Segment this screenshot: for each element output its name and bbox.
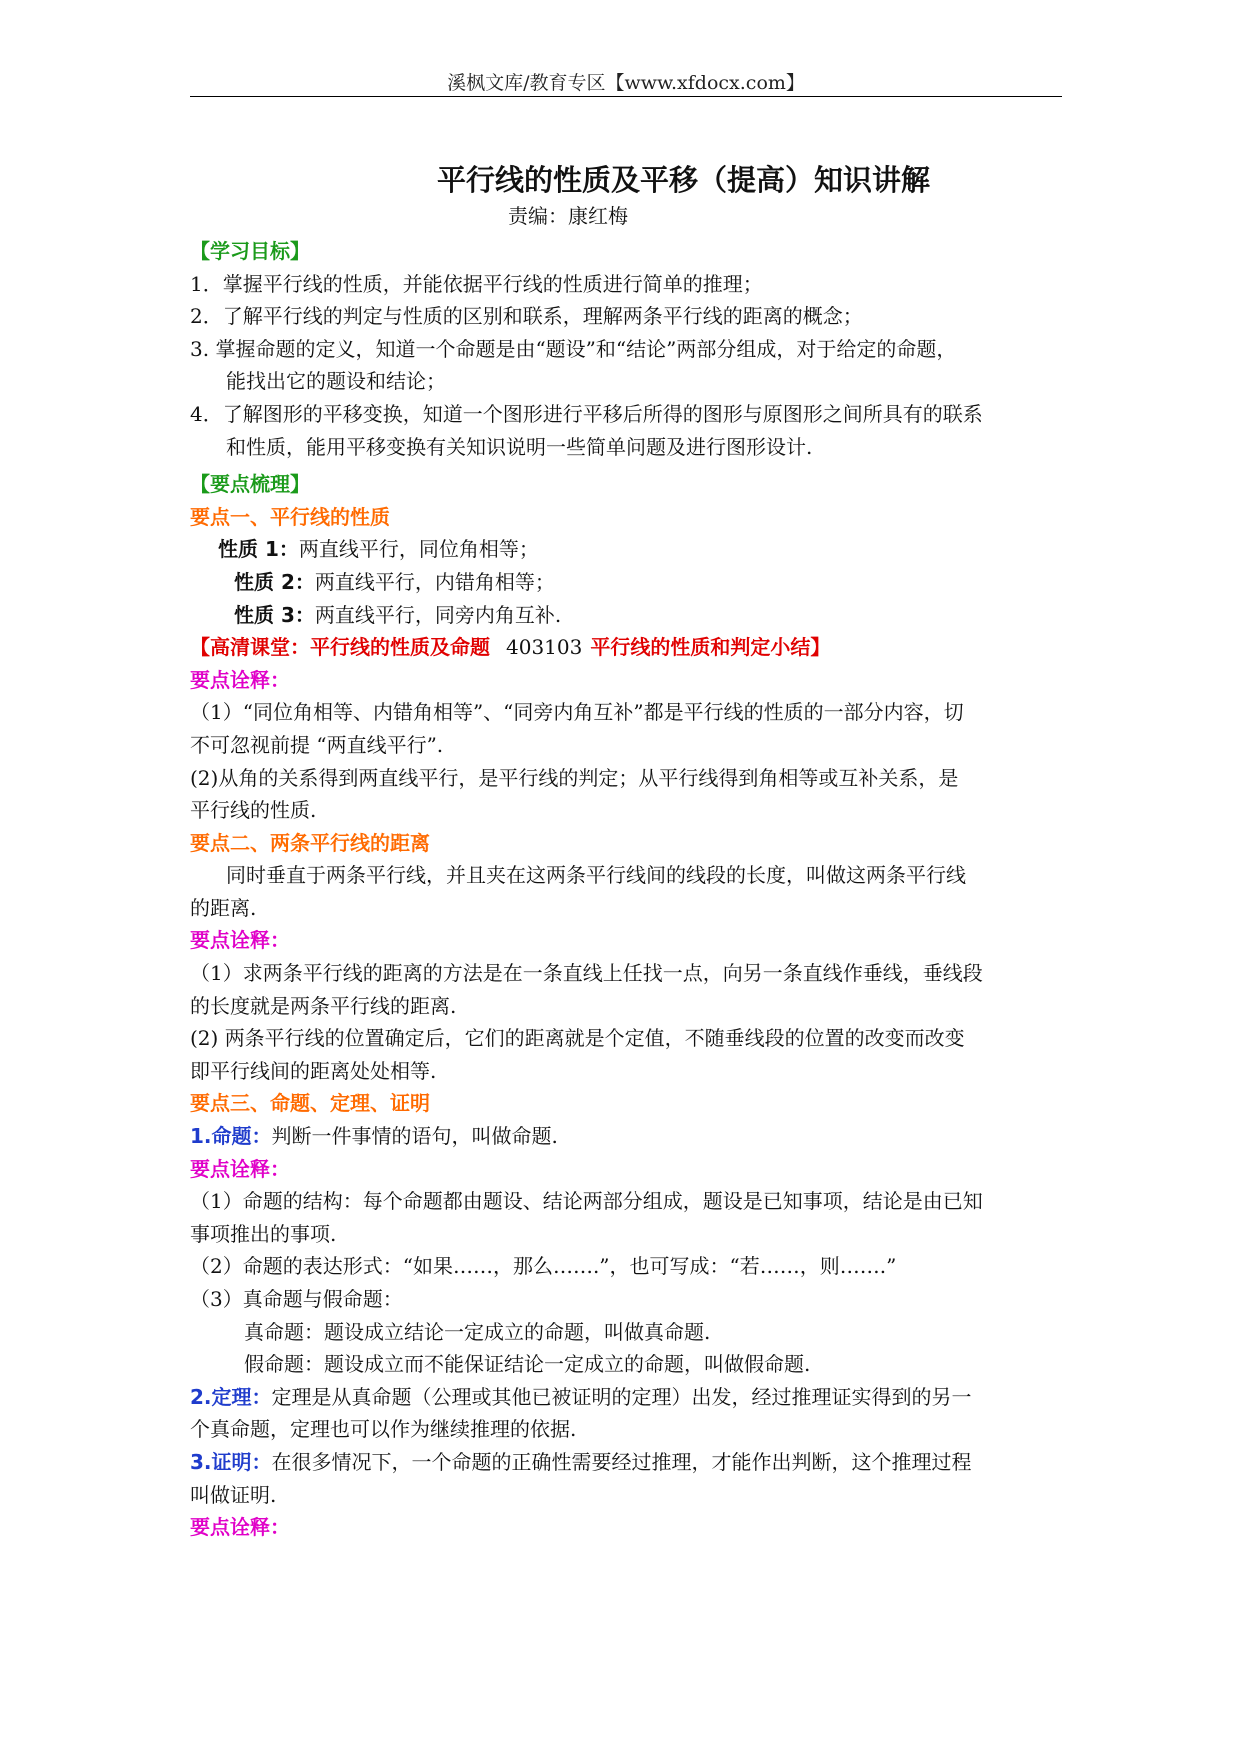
point1-heading: 要点一、平行线的性质 [190, 504, 390, 529]
point1-note-1-cont: 不可忽视前提 “两直线平行”. [190, 732, 444, 757]
video-link-subtitle: 平行线的性质和判定小结】 [590, 635, 831, 660]
goal-item-1: 1．掌握平行线的性质，并能依据平行线的性质进行简单的推理； [190, 271, 763, 296]
point2-note-1-cont: 的长度就是两条平行线的距离. [190, 993, 457, 1018]
point3-note-1-cont: 事项推出的事项. [190, 1221, 337, 1246]
property-1-label: 性质 1： [218, 537, 299, 562]
points-heading: 【要点梳理】 [190, 472, 310, 497]
point2-heading: 要点二、两条平行线的距离 [190, 830, 430, 855]
definition-proposition [190, 1120, 1070, 1153]
property-3-text: 两直线平行，同旁内角互补. [314, 602, 562, 627]
header-divider [190, 96, 1062, 97]
goal-item-4-cont: 和性质，能用平移变换有关知识说明一些简单问题及进行图形设计. [226, 434, 813, 459]
point3-note-label: 要点诠释： [190, 1156, 290, 1181]
point3-note-2: （2）命题的表达形式：“如果……，那么…….”，也可写成：“若……，则…….” [190, 1254, 897, 1279]
video-link-title: 【高清课堂：平行线的性质及命题 [190, 635, 490, 660]
point1-note-1: （1）“同位角相等、内错角相等”、“同旁内角互补”都是平行线的性质的一部分内容，切 [190, 700, 964, 725]
goal-item-3: 3. 掌握命题的定义，知道一个命题是由“题设”和“结论”两部分组成，对于给定的命题， [190, 336, 957, 361]
property-2 [190, 566, 1070, 599]
definition-theorem-text: 定理是从真命题（公理或其他已被证明的定理）出发，经过推理证实得到的另一 [271, 1384, 972, 1409]
point2-note-2: (2) 两条平行线的位置确定后，它们的距离就是个定值，不随垂线段的位置的改变而改变 [190, 1026, 965, 1051]
point2-note-label: 要点诠释： [190, 928, 290, 953]
definition-proof-cont: 叫做证明. [190, 1482, 277, 1507]
point3-note-label-2: 要点诠释： [190, 1515, 290, 1540]
point1-note-label: 要点诠释： [190, 667, 290, 692]
point2-body: 同时垂直于两条平行线，并且夹在这两条平行线间的线段的长度，叫做这两条平行线 [226, 863, 966, 888]
point2-note-2-cont: 即平行线间的距离处处相等. [190, 1058, 437, 1083]
definition-proof-text: 在很多情况下，一个命题的正确性需要经过推理，才能作出判断，这个推理过程 [271, 1449, 972, 1474]
editor-line: 责编：康红梅 [508, 204, 628, 228]
point2-body-cont: 的距离. [190, 895, 257, 920]
false-proposition: 假命题：题设成立而不能保证结论一定成立的命题，叫做假命题. [244, 1352, 811, 1377]
point1-note-2-cont: 平行线的性质. [190, 798, 317, 823]
property-2-label: 性质 2： [234, 569, 315, 594]
definition-theorem-label: 2.定理： [190, 1384, 272, 1409]
video-link-code: 403103 [506, 635, 583, 660]
goal-item-4: 4．了解图形的平移变换，知道一个图形进行平移后所得的图形与原图形之间所具有的联系 [190, 401, 983, 426]
document-body [190, 158, 1070, 1544]
property-3-label: 性质 3： [234, 602, 315, 627]
point3-heading: 要点三、命题、定理、证明 [190, 1091, 430, 1116]
true-proposition: 真命题：题设成立结论一定成立的命题，叫做真命题. [244, 1319, 711, 1344]
point1-note-2: (2)从角的关系得到两直线平行，是平行线的判定；从平行线得到角相等或互补关系，是 [190, 765, 959, 790]
page-header: 溪枫文库/教育专区【www.xfdocx.com】 [447, 72, 805, 94]
property-1-text: 两直线平行，同位角相等； [298, 537, 539, 562]
property-2-text: 两直线平行，内错角相等； [314, 569, 555, 594]
definition-proposition-label: 1.命题： [190, 1124, 272, 1149]
document-title: 平行线的性质及平移（提高）知识讲解 [437, 163, 931, 197]
point2-note-1: （1）求两条平行线的距离的方法是在一条直线上任找一点，向另一条直线作垂线，垂线段 [190, 961, 983, 986]
property-3 [190, 599, 1070, 632]
definition-theorem-cont: 个真命题，定理也可以作为继续推理的依据. [190, 1417, 577, 1442]
definition-proof-label: 3.证明： [190, 1449, 272, 1474]
goals-heading: 【学习目标】 [190, 239, 310, 263]
goal-item-2: 2．了解平行线的判定与性质的区别和联系，理解两条平行线的距离的概念； [190, 304, 863, 329]
property-1 [190, 533, 1070, 566]
definition-theorem [190, 1381, 1070, 1414]
point3-note-3: （3）真命题与假命题： [190, 1287, 403, 1311]
point3-note-1: （1）命题的结构：每个命题都由题设、结论两部分组成，题设是已知事项，结论是由已知 [190, 1189, 983, 1214]
definition-proof [190, 1446, 1070, 1479]
video-link[interactable] [190, 631, 1070, 664]
goal-item-3-cont: 能找出它的题设和结论； [226, 369, 446, 394]
definition-proposition-text: 判断一件事情的语句，叫做命题. [271, 1124, 558, 1149]
